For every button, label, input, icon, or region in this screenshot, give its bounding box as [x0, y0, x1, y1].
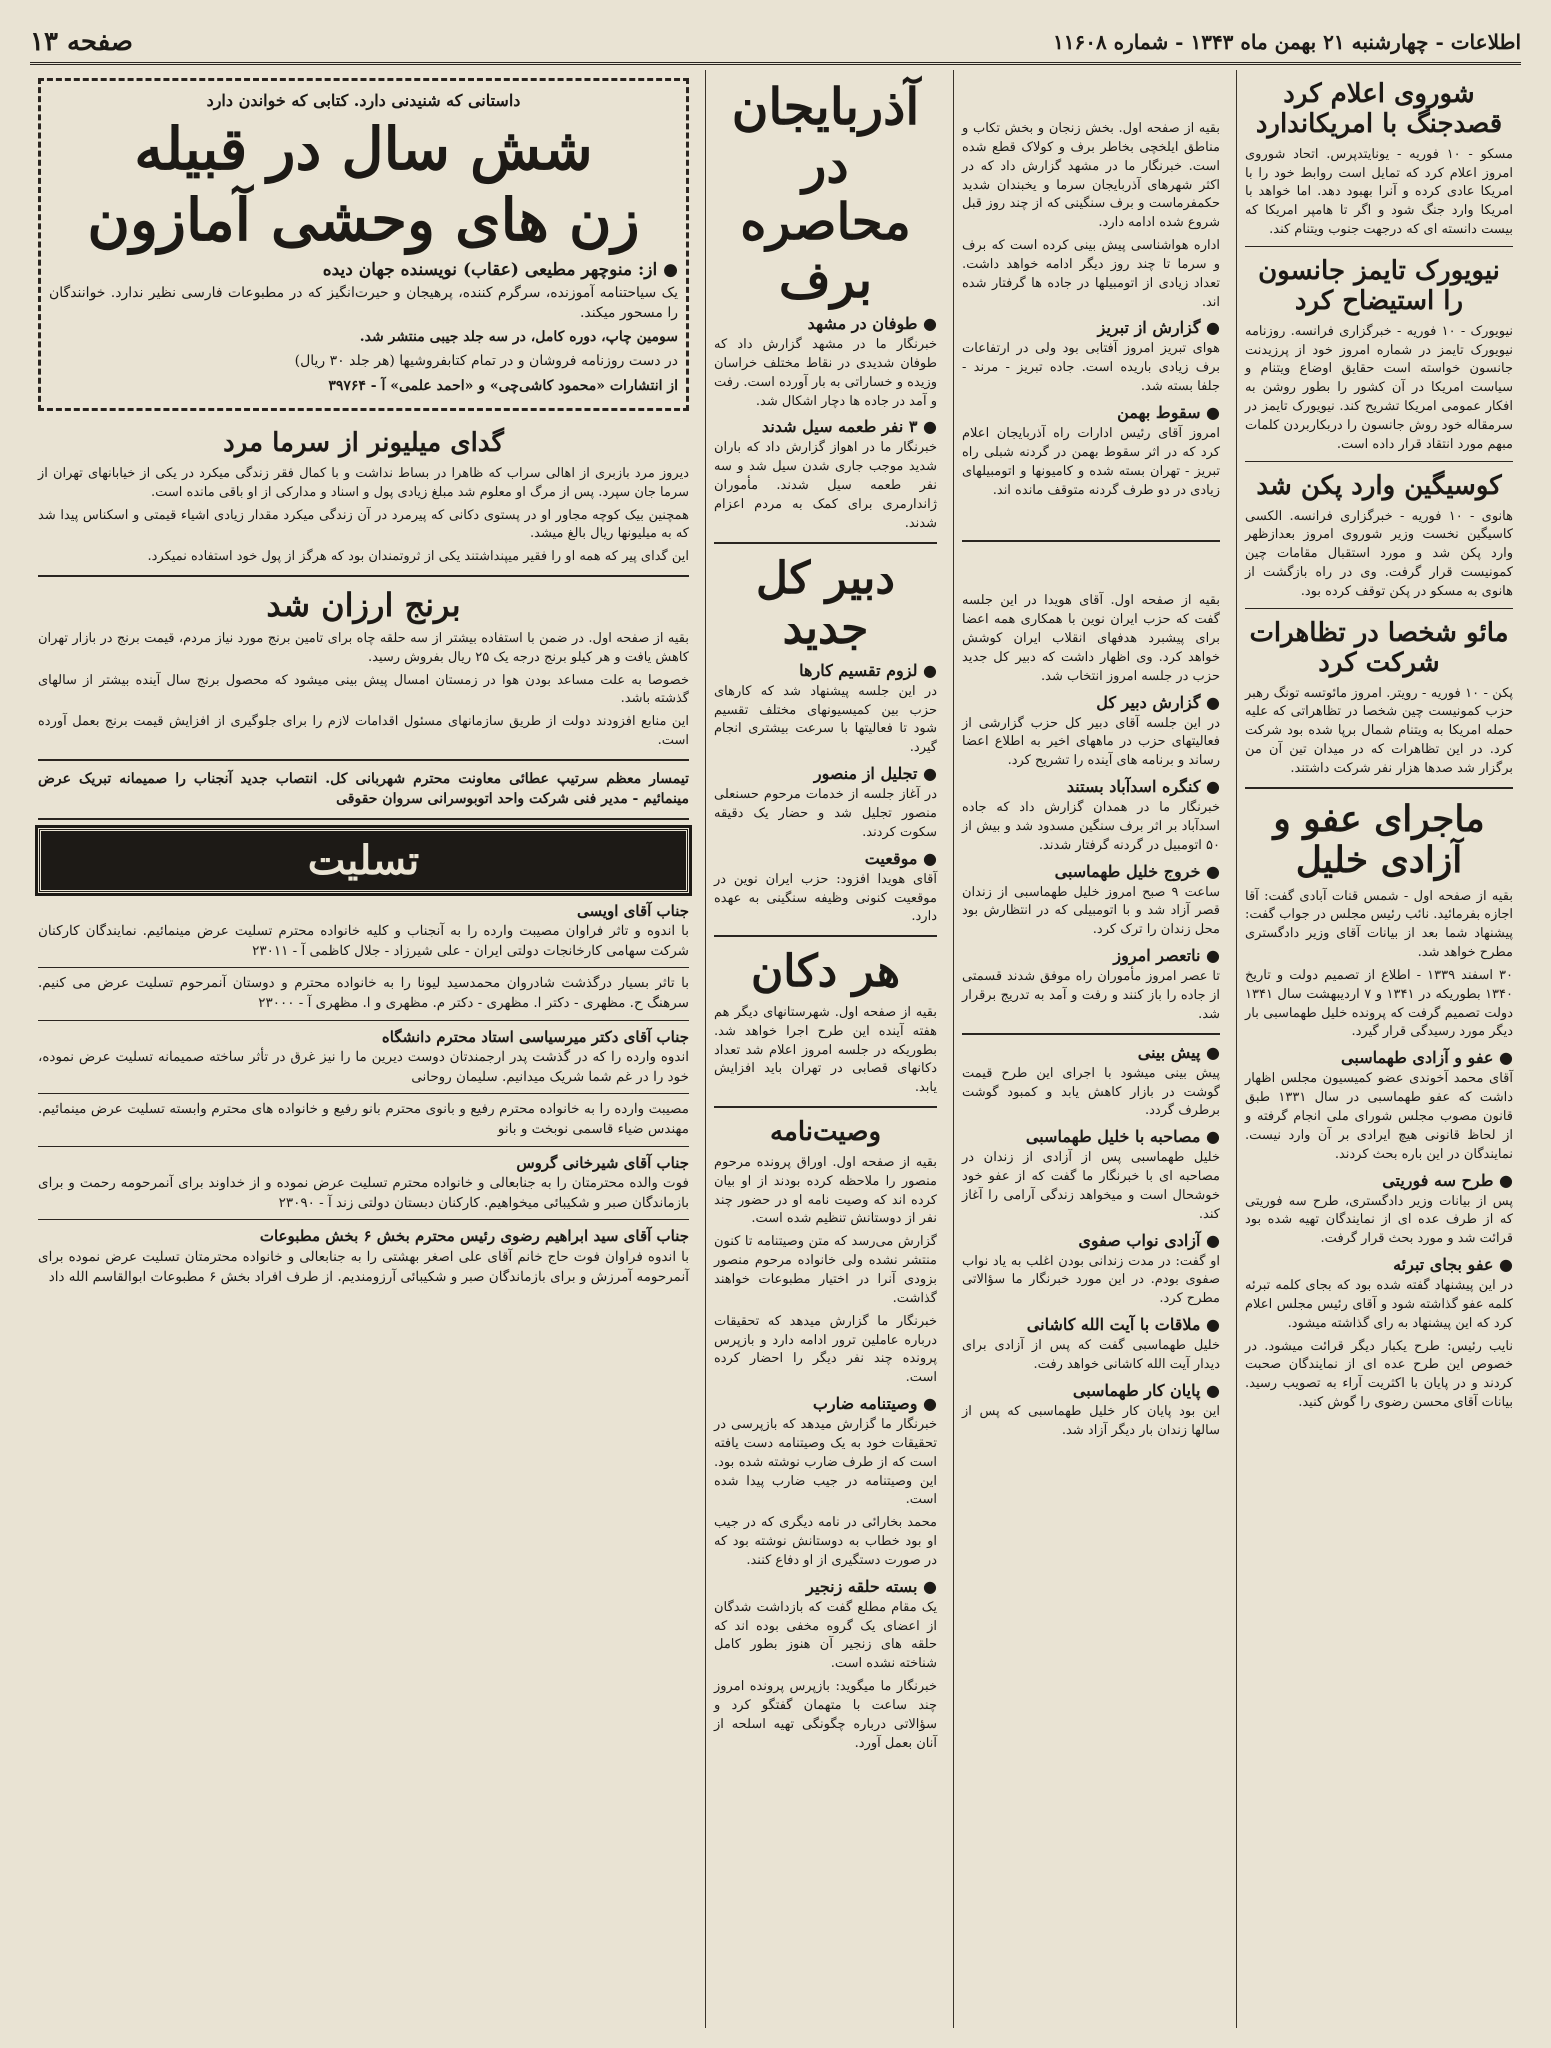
page-number: صفحه ۱۳	[30, 27, 133, 57]
headline-beggar: گدای میلیونر از سرما مرد	[223, 428, 504, 459]
condolence-3-heading: جناب آقای دکتر میرسیاسی استاد محترم دانشگاه	[381, 1027, 689, 1046]
article-mansur-tribute: در آغاز جلسه از خدمات مرحوم حسنعلی منصور تجلیل شد و حضار یک دقیقه سکوت کردند.	[714, 787, 937, 840]
article-nyt: نیویورک - ۱۰ فوریه - خبرگزاری فرانسه. روزنامه نیویورک تایمز در شماره امروز خود از پرزیدنت جانسون خواسته است حقایق اوضاع ویتنام و سیاست امریکا در آن کشور را بطور روشن به افکار عمومی امریکا تشریح کند. نیویورک تایمز در سرمقاله خود روش جانسون را دربکاربردن کلمات مبهم مورد انتقاد قرار داده است.	[1245, 323, 1513, 452]
article-beggar-3: این گدای پیر که همه او را فقیر میپنداشتند یکی از ثروتمندان بود که هرگز از پول خود استفاده نمیکرد.	[147, 549, 689, 565]
article-chain-2: خبرنگار ما میگوید: بازپرس پرونده امروز چند ساعت با متهمان گفتگو کرد و سؤالاتی درباره چگونگی تهیه اسلحه از آنان بعمل آورد.	[714, 1679, 937, 1751]
article-chain: یک مقام مطلع گفت که بازداشت شدگان از اعضای یک گروه مخفی بوده اند که حلقه های زنجیر آن هنوز بطور کامل شناخته نشده است.	[714, 1599, 937, 1672]
subhead-end: ● پایان کار طهماسبی	[962, 1381, 1220, 1400]
article-assassin-will: خبرنگار ما گزارش میدهد که بازپرسی در تحقیقات خود به یک وصیتنامه دست یافته است که از طرف ضارب نوشته شده بود. این وصیتنامه در جیب ضارب پیدا شده است.	[714, 1417, 937, 1508]
subhead-secgen-report: ● گزارش دبیر کل	[962, 693, 1220, 712]
article-flood: خبرنگار ما در اهواز گزارش داد که باران شدید موجب جاری شدن سیل شد و سه نفر طعمه سیل شدند. مأموران ژاندارمری برای کمک به مردم اعزام شدند.	[714, 440, 937, 531]
condolence-1-heading: جناب آقای اویسی	[576, 901, 689, 920]
article-beggar-1: دیروز مرد بازبری از اهالی سراب که ظاهرا در بساط نداشت و با کمال فقر زندگی میکرد در یکی از خیابانهای تهران از سرما جان سپرد. پس از مرگ او معلوم شد مبلغ زیادی پول و اسناد و مدارکی از او باقی مانده است.	[38, 465, 689, 500]
subhead-navab: ● آزادی نواب صفوی	[962, 1231, 1220, 1250]
article-shop: بقیه از صفحه اول. شهرستانهای دیگر هم هفته آینده این طرح اجرا خواهد شد. بطوریکه در جلسه امروز اعلام شد تعداد دکانهای قصابی در تهران باید افزایش یابد.	[714, 1004, 937, 1096]
headline-azerbaijan: آذربایجان در محاصره برف	[731, 77, 920, 309]
condolence-notice-6	[38, 1226, 689, 1287]
article-secgen-2: در این جلسه آقای دبیر کل حزب گزارشی از فعالیتهای حزب در ماههای اخیر به اطلاع اعضا رساند و برنامه های آینده را تشریح کرد.	[962, 715, 1220, 769]
article-forecast: پیش بینی میشود با اجرای این طرح قیمت گوشت در بازار کاهش یابد و کمبود گوشت برطرف گردد.	[962, 1065, 1220, 1119]
headline-will: وصیت‌نامه	[769, 1117, 882, 1148]
article-rice-1: بقیه از صفحه اول. در ضمن با استفاده بیشتر از سه حلقه چاه برای تامین برنج مورد نیاز مردم، قیمت برنج در بازار تهران کاهش یافت و هر کیلو برنج درجه یک ۲۵ ریال بفروش رسید.	[38, 630, 689, 665]
col4-inner	[38, 419, 689, 1291]
column-3	[705, 70, 945, 2028]
article-kosygin: هانوی - ۱۰ فوریه - خبرگزاری فرانسه. الکسی کاسیگین نخست وزیر شوروی امروز بعدازظهر وارد پکن شد و مورد استقبال مقامات چین کمونیست قرار گرفت. وی در راه بازگشت از هانوی به مسکو در پکن توقف کرده بود.	[1245, 508, 1513, 599]
article-evening: تا عصر امروز مأموران راه موفق شدند قسمتی از جاده را باز کنند و رفت و آمد به تدریج برقرار شد.	[962, 969, 1220, 1022]
book-title-line1: شش سال در قبیله	[134, 115, 593, 184]
book-advert	[38, 78, 689, 411]
article-navab: او گفت: در مدت زندانی بودن اغلب به یاد نواب صفوی بودم. در این مورد خبرنگار ما سؤالاتی مطرح کرد.	[962, 1253, 1220, 1307]
article-khalil-5: در این پیشنهاد گفته شده بود که بجای کلمه تبرئه کلمه عفو گذاشته شود و آقای رئیس مجلس اعلام کرد که این پیشنهاد به رای گذاشته میشود.	[1245, 1278, 1513, 1331]
article-khalil-3: آقای محمد آخوندی عضو کمیسیون مجلس اظهار داشت که عفو طهماسبی در سال ۱۳۳۱ طبق قانون مصوب مجلس شورای ملی انجام گرفته و از لحاظ قانونی هیچ ایرادی بر آن وارد نیست. نمایندگان در این باره بحث کردند.	[1245, 1071, 1513, 1162]
article-will-1: بقیه از صفحه اول. اوراق پرونده مرحوم منصور را ملاحظه کرده بودند از او بیان کرده اند که وصیت نامه او در حضور چند نفر از دوستانش تنظیم شده است.	[714, 1154, 937, 1227]
headline-nyt: نیویورک تایمز جانسون را استیضاح کرد	[1258, 256, 1500, 316]
headline-shop: هر دکان	[750, 946, 901, 998]
congratulation-notice: تیمسار معظم سرتیپ عطائی معاونت محترم شهربانی کل. انتصاب جدید آنجناب را صمیمانه تبریک عرض مینمائیم - مدیر فنی شرکت واحد اتوبوسرانی سروان حقوقی	[38, 771, 689, 808]
article-position: آقای هویدا افزود: حزب ایران نوین در موقعیت کنونی وظیفه سنگینی به عهده دارد.	[714, 871, 937, 925]
book-blurb-3: در دست روزنامه فروشان و در تمام کتابفروشیها (هر جلد ۳۰ ریال)	[294, 353, 678, 370]
subhead-interview: ● مصاحبه با خلیل طهماسبی	[962, 1127, 1220, 1146]
column-2	[953, 70, 1228, 2028]
article-khalil-4: پس از بیانات وزیر دادگستری، طرح سه فوریتی که از طرف عده ای از نمایندگان تهیه شده بود قرائت شد و مورد بحث قرار گرفت.	[1245, 1193, 1513, 1247]
condolence-5-text: فوت والده محترمتان را به جنابعالی و خانواده محترم تسلیت عرض نموده و از خداوند برای آنمرحومه رحمت و برای بازماندگان صبر و شکیبائی میخواهیم. کارکنان دبستان دولتی زند آ - ۲۳۰۹۰	[38, 1175, 689, 1211]
article-beggar-2: همچنین بیک کوچه مجاور او در پستوی دکانی که پیرمرد در آن زندگی میکرد مقدار زیادی اشیاء قیمتی و اسکناس پیدا شد که به میلیونها ریال بالغ میشد.	[38, 507, 689, 542]
subhead-mansur-tribute: ● تجلیل از منصور	[714, 764, 937, 783]
subhead-amnesty: ● عفو و آزادی طهماسبی	[1245, 1048, 1513, 1067]
subhead-khalil-exit: ● خروج خلیل طهماسبی	[962, 862, 1220, 881]
subhead-mashhad-storm: ● طوفان در مشهد	[714, 314, 937, 333]
col4-split	[38, 419, 689, 1291]
condolence-6-text: با اندوه فراوان فوت حاج خانم آقای علی اصغر بهشتی را به جنابعالی و خانواده محترمتان تسلیت عرض نموده برای آنمرحومه آمرزش و برای بازماندگان صبر و شکیبائی آرزومندیم. از طرف افراد بخش ۶ مطبوعات ابوالقاسم الله داد	[38, 1249, 689, 1285]
article-khalil-1: بقیه از صفحه اول - شمس قنات آبادی گفت: آقا اجازه بفرمائید. نائب رئیس مجلس در جواب گفت: پیشنهاد شما بعد از بیانات آقای وزیر دادگستری مطرح خواهد شد.	[1245, 888, 1513, 961]
condolence-notice-3	[38, 1027, 689, 1088]
condolence-3-text: اندوه وارده را که در گذشت پدر ارجمندتان دوست دیرین ما را نیز غرق در تأثر ساخته صمیمانه تسلیت عرض نموده، خود را در غم شما شریک میدانیم. سلیمان روحانی	[38, 1049, 689, 1085]
column-1	[1236, 70, 1521, 2028]
column-4	[30, 70, 697, 2028]
article-khalil-exit: ساعت ۹ صبح امروز خلیل طهماسبی از زندان قصر آزاد شد و با اتومبیلی که در انتظارش بود محل زندان را ترک کرد.	[962, 884, 1220, 938]
subhead-assassin-will: ● وصیتنامه ضارب	[714, 1394, 937, 1413]
article-mashhad-storm: خبرنگار ما در مشهد گزارش داد که طوفان شدیدی در نقاط مختلف خراسان وزیده و خساراتی به بار آورده است. رفت و آمد در جاده ها دچار اشکال شد.	[714, 337, 937, 409]
subhead-evening: ● ناتعصر امروز	[962, 946, 1220, 965]
condolence-banner: تسلیت	[38, 828, 689, 893]
article-avalanche: امروز آقای رئیس ادارات راه آذربایجان اعلام کرد که در اثر سقوط بهمن در گردنه شبلی راه تبریز - تهران بسته شده و کامیونها و اتومبیلهای زیادی در دو طرف گردنه متوقف مانده اند.	[962, 425, 1220, 498]
article-khalil-6: نایب رئیس: طرح یکبار دیگر قرائت میشود. در خصوص این طرح عده ای از نمایندگان صحبت کردند و در پایان با اکثریت آراء به تصویب رسید. بیانات آقای محسن رضوی را گوش کنید.	[1245, 1338, 1513, 1411]
article-tabriz: هوای تبریز امروز آفتابی بود ولی در ارتفاعات برف زیادی باریده است. جاده تبریز - مرند - جلفا بسته شد.	[962, 341, 1220, 395]
condolence-5-heading: جناب آقای شیرخانی گروس	[516, 1153, 689, 1172]
condolence-6-heading: جناب آقای سید ابراهیم رضوی رئیس محترم بخش ۶ بخش مطبوعات	[259, 1227, 689, 1246]
condolence-notice-5	[38, 1153, 689, 1214]
article-mao: پکن - ۱۰ فوریه - رویتر. امروز مائوتسه تونگ رهبر حزب کمونیست چین شخصا در تظاهراتی که علیه حمله امریکا به ویتنام شمال برپا شده بود شرکت کرد. در این تظاهرات که در میدان تین آن من برگزار شد صدها هزار نفر شرکت داشتند.	[1245, 685, 1513, 776]
article-khalil-2: ۳۰ اسفند ۱۳۳۹ - اطلاع از تصمیم دولت و تاریخ ۱۳۴۰ بطوریکه در ۱۳۴۱ و ۷ اردیبهشت سال ۱۳۴۱ دولت تصمیم گرفت که پرونده خلیل طهماسبی بار دیگر مورد رسیدگی قرار گیرد.	[1245, 967, 1514, 1040]
article-rice-3: این منابع افزودند دولت از طریق سازمانهای مسئول اقدامات لازم را برای جلوگیری از افزایش قیمت برنج بعمل آورده است.	[38, 714, 689, 749]
subhead-asadabad: ● کنگره اسدآباد بستند	[962, 777, 1220, 796]
article-snow-1: بقیه از صفحه اول. بخش زنجان و بخش تکاب و مناطق ایلخچی بخاطر برف و کولاک قطع شده است. خبرنگار ما در مشهد گزارش داد که در اکثر شهرهای آذربایجان سرما و یخبندان شدید حکمفرماست و برف سنگینی که از چند روز قبل شروع شده ادامه دارد.	[962, 121, 1220, 231]
condolence-notice-4: مصیبت وارده را به خانواده محترم رفیع و بانوی محترم بانو رفیع و خانواده های محترم وابسته تسلیت عرض مینمائیم. مهندس ضیاء قاسمی نوبخت و بانو	[38, 1101, 689, 1138]
article-division: در این جلسه پیشنهاد شد که کارهای حزب بین کمیسیونهای مختلف تقسیم شود تا فعالیتها با سرعت بیشتری انجام گیرد.	[714, 683, 937, 756]
subhead-chain: ● بسته حلقه زنجیر	[714, 1577, 937, 1596]
book-blurb-1: یک سیاحتنامه آموزنده، سرگرم کننده، پرهیجان و حیرت‌انگیز که در مطبوعات فارسی نظیر ندارد. خوانندگان را مسحور میکند.	[49, 284, 678, 321]
subhead-division: ● لزوم تقسیم کارها	[714, 661, 937, 680]
subhead-forecast: ● پیش بینی	[962, 1043, 1220, 1062]
book-advert-intro: داستانی که شنیدنی دارد. کتابی که خواندن دارد	[206, 91, 521, 110]
masthead-paper-info: اطلاعات - چهارشنبه ۲۱ بهمن ماه ۱۳۴۳ - شماره ۱۱۶۰۸	[1052, 30, 1521, 54]
article-snow-2: اداره هواشناسی پیش بینی کرده است که برف و سرما تا چند روز دیگر ادامه خواهد داشت. تعداد زیادی از اتومبیلها در جاده ها گرفتار شده اند.	[962, 238, 1220, 310]
condolence-notice-1	[38, 901, 689, 962]
subhead-flood: ● ۳ نفر طعمه سیل شدند	[714, 417, 937, 436]
subhead-tabriz: ● گزارش از تبریز	[962, 318, 1220, 337]
article-interview: خلیل طهماسبی پس از آزادی از زندان در مصاحبه ای با خبرنگار ما گفت که از عفو خود خوشحال است و میخواهد زندگی آرامی را آغاز کند.	[962, 1150, 1220, 1222]
subhead-kashani: ● ملاقات با آیت الله کاشانی	[962, 1315, 1220, 1334]
masthead	[30, 22, 1521, 65]
headline-soviet: شوروی اعلام کرد قصدجنگ با امریکاندارد	[1255, 79, 1503, 139]
headline-secretary-general: دبیر کل جدید	[756, 552, 895, 655]
subhead-triple-urgency: ● طرح سه فوریتی	[1245, 1171, 1513, 1190]
book-byline: ● از: منوچهر مطیعی (عقاب) نویسنده جهان دیده	[49, 260, 678, 280]
article-kashani: خلیل طهماسبی گفت که پس از آزادی برای دیدار آیت الله کاشانی خواهد رفت.	[962, 1338, 1220, 1372]
book-title-line2: زن های وحشی آمازون	[87, 185, 640, 254]
article-asadabad: خبرنگار ما در همدان گزارش داد که جاده اسدآباد بر اثر برف سنگین مسدود شد و بیش از ۵۰ اتومبیل در گردنه گرفتار شدند.	[962, 800, 1220, 853]
headline-rice: برنج ارزان شد	[266, 586, 461, 625]
subhead-pardon: ● عفو بجای تبرئه	[1245, 1255, 1513, 1274]
book-blurb-2: سومین چاپ، دوره کامل، در سه جلد جیبی منتشر شد.	[359, 329, 678, 346]
article-will-2: گزارش می‌رسد که متن وصیتنامه تا کنون منتشر نشده ولی خانواده مرحوم منصور بزودی آنرا در اختیار مطبوعات خواهند گذاشت.	[714, 1234, 937, 1306]
article-rice-2: خصوصا به علت مساعد بودن هوا در زمستان امسال پیش بینی میشود که محصول برنج سال آینده بیشتر از سالهای گذشته باشد.	[38, 672, 689, 707]
article-soviet: مسکو - ۱۰ فوریه - یونایتدپرس. اتحاد شوروی امروز اعلام کرد که تمایل است روابط خود را با امریکا عادی کرده و آنرا بهبود دهد. اما خواهد با امریکا وارد جنگ شود و اگر تا هامپر امریکا که بیست دانسته ای که درجهت جنوب ویتنام کند.	[1245, 146, 1513, 238]
article-secgen-1: بقیه از صفحه اول. آقای هویدا در این جلسه گفت که حزب ایران نوین با همکاری همه اعضا برای پیشبرد هدفهای انقلاب ایران کوشش خواهد کرد. وی اظهار داشت که دبیر کل جدید حزب در جلسه امروز انتخاب شد.	[962, 593, 1220, 684]
headline-kosygin: کوسیگین وارد پکن شد	[1256, 470, 1502, 501]
headline-mao: مائو شخصا در تظاهرات شرکت کرد	[1249, 617, 1509, 678]
article-will-4: محمد بخارائی در نامه دیگری که در جیب او بود خطاب به دوستانش نوشته بود که در صورت دستگیری از او دفاع کنند.	[714, 1515, 937, 1568]
headline-khalil: ماجرای عفو و آزادی خلیل	[1273, 797, 1485, 882]
subhead-avalanche: ● سقوط بهمن	[962, 403, 1220, 422]
subhead-position: ● موقعیت	[714, 849, 937, 868]
article-end: این بود پایان کار خلیل طهماسبی که پس از سالها زندان بار دیگر آزاد شد.	[962, 1403, 1220, 1438]
article-will-3: خبرنگار ما گزارش میدهد که تحقیقات درباره عاملین ترور ادامه دارد و بازپرس پرونده چند نفر دیگر را احضار کرده است.	[714, 1313, 937, 1386]
condolence-notice-2: با تاثر بسیار درگذشت شادروان محمدسید لیونا را به خانواده محترم و دوستان آنمرحوم تسلیت عرض می کنیم. سرهنگ ح. مظهری - دکتر ا. مظهری - دکتر م. مظهری و ا. مظهری آ - ۲۳۰۰۰	[38, 975, 689, 1012]
condolence-1-text: با اندوه و تاثر فراوان مصیبت وارده را به آنجناب و کلیه خانواده محترم تسلیت عرض مینمائیم. نمایندگان کارکنان شرکت سهامی کارخانجات دولتی ایران - علی شیرزاد - جلال کاظمی آ - ۲۳۰۱۱	[38, 923, 689, 959]
book-publisher: از انتشارات «محمود کاشی‌چی» و «احمد علمی» آ - ۳۹۷۶۴	[328, 377, 678, 394]
